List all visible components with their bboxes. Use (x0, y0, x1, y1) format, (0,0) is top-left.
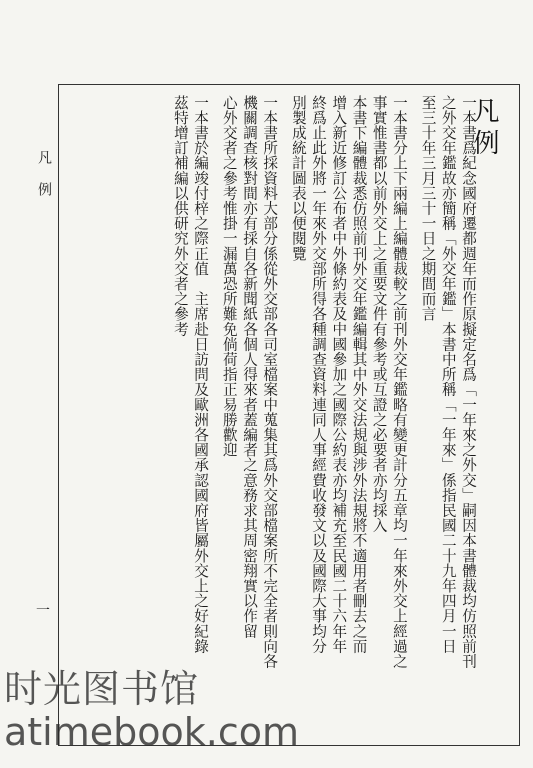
text-column: 機關調查核對間亦有採自各新聞紙各個人得來者蓋編者之意務求其周密翔實以作留 (241, 95, 258, 639)
text-column: 茲特增訂補編以供研究外交者之參考 (171, 95, 189, 337)
page-title: 凡例 (469, 97, 499, 161)
text-column: 一本書爲紀念國府遷都週年而作原擬定名爲「一年來之外交」嗣因本書體裁均仿照前刊 (460, 95, 477, 669)
text-column: 本書下編體裁悉仿照前刊外交年鑑編輯其中外交法規與涉外法規將不適用者刪去之而 (350, 95, 368, 654)
text-column: 心外交者之參考惟掛一漏萬恐所難免倘荷指正易勝歡迎 (220, 95, 238, 458)
text-column: 事實惟書都以前外交上之重要文件有參考或互證之必要者亦均採入 (370, 95, 388, 533)
text-column: 一本書所採資料大部分係從外交部各司室檔案中蒐集其爲外交部檔案所不完全者則向各 (261, 95, 279, 669)
text-column: 別製成統計圖表以便閱覽 (289, 95, 307, 262)
text-column: 一本書分上下兩編上編體裁較之前刊外交年鑑略有變更計分五章均一年來外交上經過之 (390, 95, 408, 669)
text-column: 增入新近修訂公布者中外條約表及中國參加之國際公約表亦均補充至民國二十六年年 (330, 95, 348, 654)
watermark-line1: 时光图书馆 (4, 667, 200, 711)
text-column: 至三十年三月三十一日之期間而言 (419, 95, 437, 322)
text-column: 一本書於編竣付梓之際正值 主席赴日訪問及歐洲各國承認國府皆屬外交上之好紀錄 (192, 95, 210, 654)
page-frame (58, 84, 520, 746)
text-column: 終爲止此外將一年來外交部所得各種調查資料連同人事經費收發文以及國際大事均分 (310, 95, 328, 654)
side-label: 凡例 (36, 150, 52, 214)
page-number: 一 (36, 603, 50, 619)
text-column: 之外交年鑑故亦簡稱「外交年鑑」本書中所稱「一年來」係指民國二十九年四月一日 (439, 95, 457, 654)
watermark-line2: atimebook.com (4, 710, 300, 754)
